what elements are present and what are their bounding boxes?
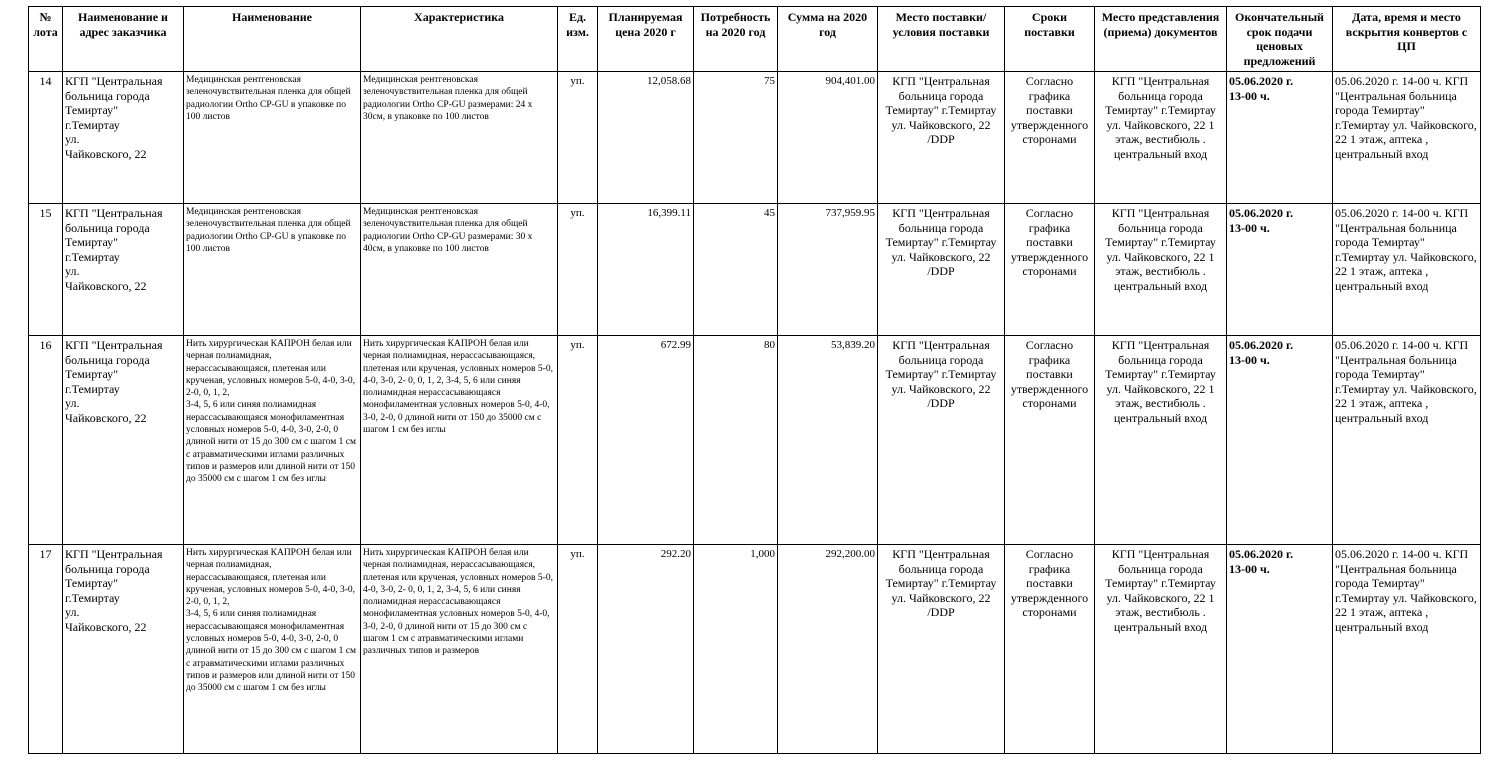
docs-place-cell: КГП "Центральная больница города Темиртау" г.Темиртау ул. Чайковского, 22 1 этаж, вестибюль . центральный вход — [1095, 545, 1227, 754]
delivery-place-cell: КГП "Центральная больница города Темиртау" г.Темиртау ул. Чайковского, 22 /DDP — [878, 204, 1005, 336]
header-characteristic: Характеристика — [361, 7, 558, 72]
header-lot: № лота — [29, 7, 63, 72]
table-row — [29, 545, 1481, 754]
sum-cell: 904,401.00 — [778, 72, 878, 204]
docs-place-cell: КГП "Центральная больница города Темиртау" г.Темиртау ул. Чайковского, 22 1 этаж, вестибюль . центральный вход — [1095, 204, 1227, 336]
price-cell: 12,058.68 — [598, 72, 694, 204]
lot-number: 14 — [29, 72, 63, 204]
delivery-place-cell: КГП "Центральная больница города Темиртау" г.Темиртау ул. Чайковского, 22 /DDP — [878, 72, 1005, 204]
terms-cell: Согласно графика поставки утвержденного сторонами — [1005, 336, 1095, 545]
lot-number: 16 — [29, 336, 63, 545]
price-cell: 672.99 — [598, 336, 694, 545]
customer-cell: КГП "Центральная больница города Темиртау" г.Темиртау ул. Чайковского, 22 — [63, 545, 184, 754]
docs-place-cell: КГП "Центральная больница города Темиртау" г.Темиртау ул. Чайковского, 22 1 этаж, вестибюль . центральный вход — [1095, 336, 1227, 545]
terms-cell: Согласно графика поставки утвержденного сторонами — [1005, 72, 1095, 204]
opening-cell: 05.06.2020 г. 14-00 ч. КГП "Центральная больница города Темиртау" г.Темиртау ул. Чайковского, 22 1 этаж, аптека , центральный вход — [1333, 72, 1481, 204]
table-row — [29, 336, 1481, 545]
characteristic-cell: Медицинская рентгеновская зеленочувствительная пленка для общей радиологии Ortho CP-GU размерами: 24 х 30см, в упаковке по 100 листов — [361, 72, 558, 204]
need-cell: 1,000 — [694, 545, 778, 754]
characteristic-cell: Медицинская рентгеновская зеленочувствительная пленка для общей радиологии Ortho CP-GU размерами: 30 х 40см, в упаковке по 100 листов — [361, 204, 558, 336]
header-name: Наименование — [184, 7, 361, 72]
docs-place-cell: КГП "Центральная больница города Темиртау" г.Темиртау ул. Чайковского, 22 1 этаж, вестибюль . центральный вход — [1095, 72, 1227, 204]
customer-cell: КГП "Центральная больница города Темиртау" г.Темиртау ул. Чайковского, 22 — [63, 204, 184, 336]
price-cell: 16,399.11 — [598, 204, 694, 336]
header-sum: Сумма на 2020 год — [778, 7, 878, 72]
table-row — [29, 72, 1481, 204]
opening-cell: 05.06.2020 г. 14-00 ч. КГП "Центральная больница города Темиртау" г.Темиртау ул. Чайковского, 22 1 этаж, аптека , центральный вход — [1333, 545, 1481, 754]
header-customer: Наименование и адрес заказчика — [63, 7, 184, 72]
deadline-cell: 05.06.2020 г. 13-00 ч. — [1227, 545, 1333, 754]
sum-cell: 292,200.00 — [778, 545, 878, 754]
opening-cell: 05.06.2020 г. 14-00 ч. КГП "Центральная больница города Темиртау" г.Темиртау ул. Чайковского, 22 1 этаж, аптека , центральный вход — [1333, 336, 1481, 545]
delivery-place-cell: КГП "Центральная больница города Темиртау" г.Темиртау ул. Чайковского, 22 /DDP — [878, 545, 1005, 754]
name-cell: Нить хирургическая КАПРОН белая или черная полиамидная, нерассасывающаяся, плетеная или крученая, условных номеров 5-0, 4-0, 3-0, 2-0, 0, 1, 2, 3-4, 5, 6 или синяя полиамидная нерассасывающаяся монофиламентная условных номеров 5-0, 4-0, 3-0, 2-0, 0 длиной нити от 15 до 300 см с шагом 1 см с атравматическими иглами различных типов и размеров или длиной нити от 150 до 35000 см с шагом 1 см без иглы — [184, 545, 361, 754]
delivery-place-cell: КГП "Центральная больница города Темиртау" г.Темиртау ул. Чайковского, 22 /DDP — [878, 336, 1005, 545]
need-cell: 75 — [694, 72, 778, 204]
header-docs-place: Место представления (приема) документов — [1095, 7, 1227, 72]
name-cell: Нить хирургическая КАПРОН белая или черная полиамидная, нерассасывающаяся, плетеная или крученая, условных номеров 5-0, 4-0, 3-0, 2-0, 0, 1, 2, 3-4, 5, 6 или синяя полиамидная нерассасывающаяся монофиламентная условных номеров 5-0, 4-0, 3-0, 2-0, 0 длиной нити от 15 до 300 см с шагом 1 см с атравматическими иглами различных типов и размеров или длиной нити от 150 до 35000 см с шагом 1 см без иглы — [184, 336, 361, 545]
terms-cell: Согласно графика поставки утвержденного сторонами — [1005, 204, 1095, 336]
customer-cell: КГП "Центральная больница города Темиртау" г.Темиртау ул. Чайковского, 22 — [63, 336, 184, 545]
price-cell: 292.20 — [598, 545, 694, 754]
header-terms: Сроки поставки — [1005, 7, 1095, 72]
characteristic-cell: Нить хирургическая КАПРОН белая или черная полиамидная, нерассасывающаяся, плетеная или крученая, условных номеров 5-0, 4-0, 3-0, 2- 0, 0, 1, 2, 3-4, 5, 6 или синяя полиамидная нерассасывающаяся монофиламентная условных номеров 5-0, 4-0, 3-0, 2-0, 0 длиной нити от 15 до 300 см с шагом 1 см с атравматическими иглами различных типов и размеров — [361, 545, 558, 754]
name-cell: Медицинская рентгеновская зеленочувствительная пленка для общей радиологии Ortho CP-GU в упаковке по 100 листов — [184, 72, 361, 204]
header-row — [29, 7, 1481, 72]
unit-cell: уп. — [558, 72, 598, 204]
need-cell: 45 — [694, 204, 778, 336]
unit-cell: уп. — [558, 204, 598, 336]
deadline-cell: 05.06.2020 г. 13-00 ч. — [1227, 72, 1333, 204]
header-deadline: Окончательный срок подачи ценовых предложений — [1227, 7, 1333, 72]
unit-cell: уп. — [558, 545, 598, 754]
deadline-cell: 05.06.2020 г. 13-00 ч. — [1227, 336, 1333, 545]
lot-number: 17 — [29, 545, 63, 754]
deadline-cell: 05.06.2020 г. 13-00 ч. — [1227, 204, 1333, 336]
header-delivery-place: Место поставки/условия поставки — [878, 7, 1005, 72]
lots-table — [28, 6, 1481, 754]
name-cell: Медицинская рентгеновская зеленочувствительная пленка для общей радиологии Ortho CP-GU в упаковке по 100 листов — [184, 204, 361, 336]
sum-cell: 53,839.20 — [778, 336, 878, 545]
lot-number: 15 — [29, 204, 63, 336]
unit-cell: уп. — [558, 336, 598, 545]
sum-cell: 737,959.95 — [778, 204, 878, 336]
need-cell: 80 — [694, 336, 778, 545]
table-row — [29, 204, 1481, 336]
opening-cell: 05.06.2020 г. 14-00 ч. КГП "Центральная больница города Темиртау" г.Темиртау ул. Чайковского, 22 1 этаж, аптека , центральный вход — [1333, 204, 1481, 336]
header-opening: Дата, время и место вскрытия конвертов с ЦП — [1333, 7, 1481, 72]
terms-cell: Согласно графика поставки утвержденного сторонами — [1005, 545, 1095, 754]
header-need: Потребность на 2020 год — [694, 7, 778, 72]
header-unit: Ед. изм. — [558, 7, 598, 72]
characteristic-cell: Нить хирургическая КАПРОН белая или черная полиамидная, нерассасывающаяся, плетеная или крученая, условных номеров 5-0, 4-0, 3-0, 2- 0, 0, 1, 2, 3-4, 5, 6 или синяя полиамидная нерассасывающаяся монофиламентная условных номеров 5-0, 4-0, 3-0, 2-0, 0 длиной нити от 150 до 35000 см с шагом 1 см без иглы — [361, 336, 558, 545]
customer-cell: КГП "Центральная больница города Темиртау" г.Темиртау ул. Чайковского, 22 — [63, 72, 184, 204]
header-price: Планируемая цена 2020 г — [598, 7, 694, 72]
